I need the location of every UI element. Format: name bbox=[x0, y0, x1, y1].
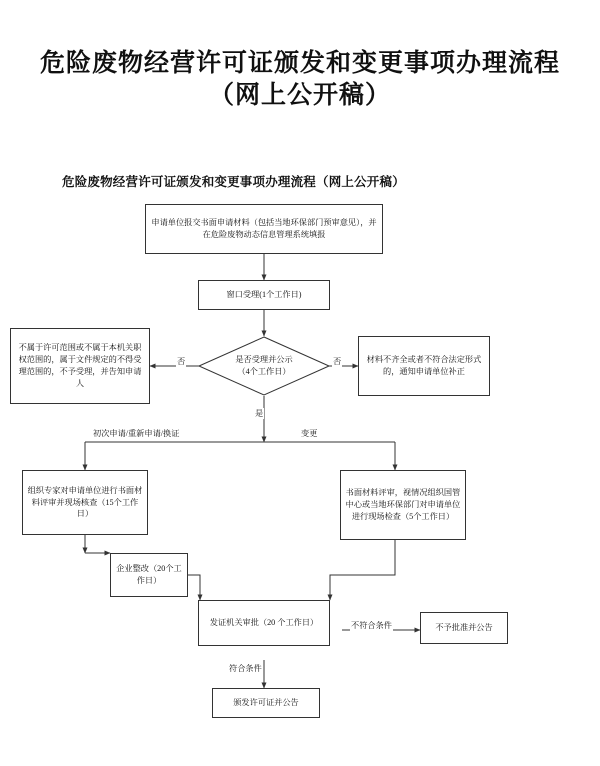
edge-label-yes: 是 bbox=[255, 409, 264, 418]
node-not-in-scope-text: 不属于许可范围或不属于本机关职权范围的，属于文件规定的不得受理范围的，不予受理，并告知申请人 bbox=[18, 343, 142, 388]
node-apply-text: 申请单位报交书面申请材料（包括当地环保部门预审意见），并在危险废物动态信息管理系统填报 bbox=[151, 218, 377, 239]
edge-label-no-left: 否 bbox=[177, 357, 186, 366]
node-rectify bbox=[110, 553, 188, 597]
flowchart-diagram bbox=[0, 160, 600, 760]
node-approval bbox=[198, 600, 330, 646]
edge-label-not-qualified: 不符合条件 bbox=[351, 621, 392, 630]
node-accept-text: 窗口受理(1个工作日) bbox=[226, 290, 302, 300]
node-decision-line2: （4个工作日） bbox=[237, 367, 291, 376]
node-accept bbox=[198, 280, 330, 310]
node-not-in-scope bbox=[10, 328, 150, 404]
node-decision-text bbox=[235, 354, 292, 378]
node-expert-review-text: 组织专家对申请单位进行书面材料评审并现场核查（15个工作日） bbox=[27, 485, 143, 519]
node-change-review bbox=[340, 470, 466, 540]
node-decision-line1: 是否受理并公示 bbox=[235, 355, 293, 365]
node-apply bbox=[145, 204, 383, 254]
node-incomplete bbox=[358, 336, 490, 396]
node-issue bbox=[212, 688, 320, 718]
node-expert-review bbox=[22, 470, 148, 535]
node-approval-text: 发证机关审批（20 个工作日） bbox=[209, 618, 319, 628]
page-title bbox=[0, 48, 600, 113]
node-rectify-text: 企业整改（20个工作日） bbox=[116, 564, 182, 585]
edge-label-first-apply: 初次申请/重新申请/换证 bbox=[93, 429, 180, 438]
node-rejected-text: 不予批准并公告 bbox=[435, 623, 493, 633]
title-line-1: 危险废物经营许可证颁发和变更事项办理流程 bbox=[39, 50, 560, 77]
node-issue-text: 颁发许可证并公告 bbox=[233, 698, 299, 708]
edge-label-qualified: 符合条件 bbox=[229, 664, 262, 673]
node-change-review-text: 书面材料评审，视情况组织国管中心或当地环保部门对申请单位进行现场检查（5个工作日） bbox=[345, 488, 461, 521]
node-rejected bbox=[420, 612, 508, 644]
edge-label-change: 变更 bbox=[301, 429, 318, 438]
flowchart-heading: 危险废物经营许可证颁发和变更事项办理流程（网上公开稿） bbox=[62, 175, 405, 189]
node-decision bbox=[198, 336, 330, 396]
node-incomplete-text: 材料不齐全或者不符合法定形式的，通知申请单位补正 bbox=[366, 355, 482, 376]
edge-label-no-right: 否 bbox=[333, 357, 342, 366]
title-line-2: （网上公开稿） bbox=[208, 82, 391, 110]
